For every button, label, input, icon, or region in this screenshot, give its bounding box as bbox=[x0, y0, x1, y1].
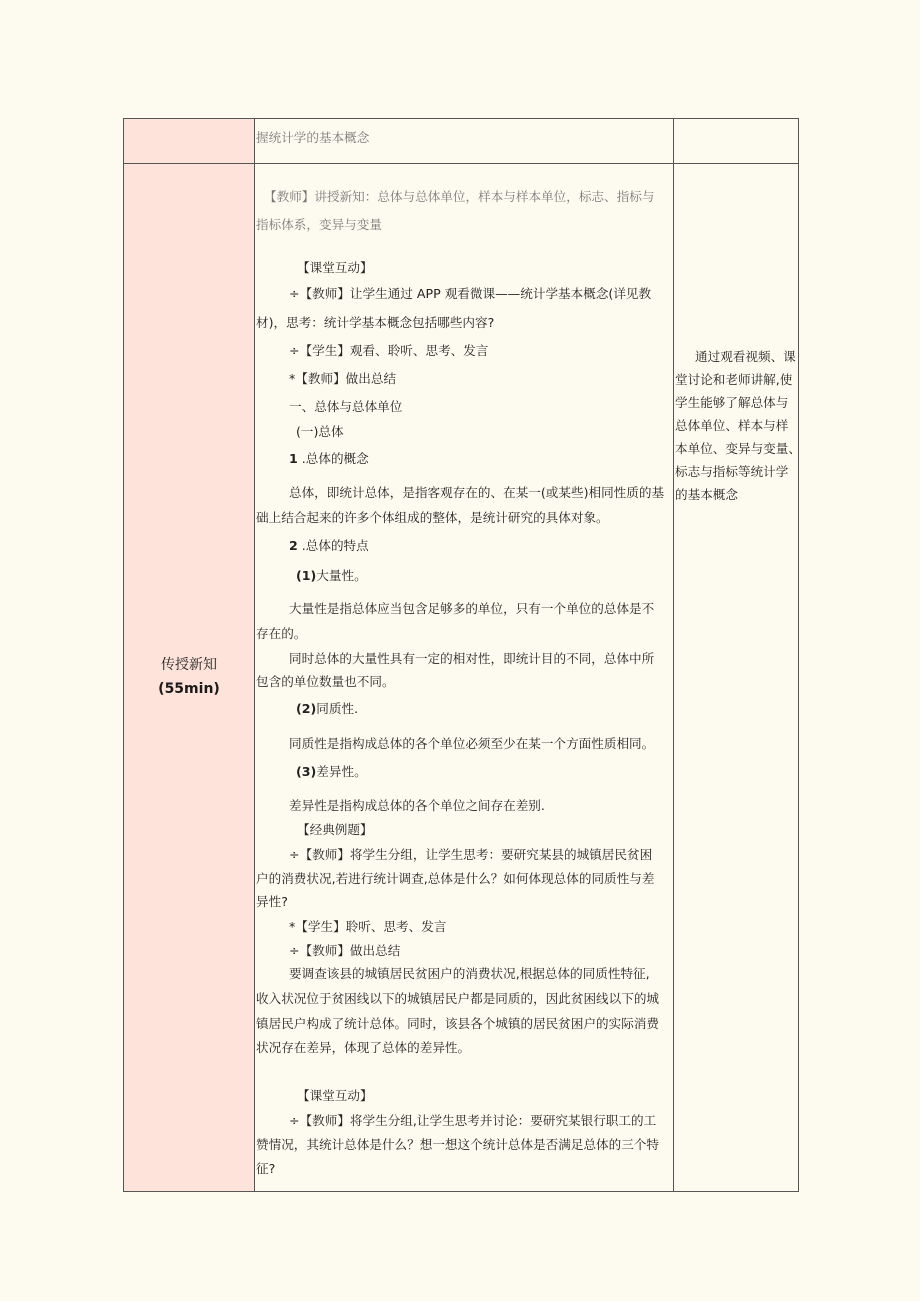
teacher-summary: ÷【教师】做出总结 bbox=[289, 943, 401, 958]
teacher-instruction: 户的消费状况,若进行统计调查,总体是什么？如何体现总体的同质性与差 bbox=[256, 871, 655, 886]
teacher-instruction: 材)，思考：统计学基本概念包括哪些内容? bbox=[256, 315, 495, 330]
intro-line: 指标体系，变异与变量 bbox=[256, 217, 382, 232]
teacher-instruction: ÷【教师】让学生通过 APP 观看微课——统计学基本概念(详见教 bbox=[289, 286, 652, 301]
item-number: 2 bbox=[289, 538, 298, 553]
feature-title: 大量性。 bbox=[316, 568, 367, 583]
feature-heading bbox=[296, 568, 367, 584]
stage-cell bbox=[124, 164, 254, 1191]
student-activity: ÷【学生】观看、聆听、思考、发言 bbox=[289, 343, 489, 358]
feature-description: 包含的单位数量也不同。 bbox=[256, 674, 395, 689]
feature-description: 同时总体的大量性具有一定的相对性，即统计目的不同，总体中所 bbox=[289, 651, 655, 666]
feature-number: (2) bbox=[296, 701, 317, 716]
feature-heading bbox=[296, 701, 358, 717]
stage-cell-top bbox=[124, 119, 254, 163]
item-heading bbox=[289, 538, 369, 554]
purpose-text: 的基本概念 bbox=[675, 487, 738, 502]
teacher-instruction: 异性? bbox=[256, 894, 288, 909]
stage-duration: (55min) bbox=[158, 681, 220, 697]
column-divider-2 bbox=[673, 119, 674, 1191]
stage-name: 传授新知 bbox=[161, 657, 217, 673]
subsection-heading: (一)总体 bbox=[296, 424, 344, 439]
teacher-instruction: ÷【教师】将学生分组,让学生思考并讨论：要研究某银行职工的工 bbox=[289, 1113, 657, 1128]
purpose-text: 通过观看视频、课 bbox=[695, 349, 796, 364]
intro-line: 【教师】讲授新知：总体与总体单位，样本与样本单位，标志、指标与 bbox=[264, 189, 655, 204]
feature-number: (1) bbox=[296, 568, 317, 583]
interaction-heading: 【课堂互动】 bbox=[297, 1088, 373, 1103]
feature-description: 大量性是指总体应当包含足够多的单位，只有一个单位的总体是不 bbox=[289, 601, 655, 616]
definition-text: 础上结合起来的许多个体组成的整体，是统计研究的具体对象。 bbox=[256, 510, 609, 525]
feature-description: 同质性是指构成总体的各个单位必须至少在某一个方面性质相同。 bbox=[289, 736, 655, 751]
teacher-instruction: 征? bbox=[256, 1161, 276, 1176]
item-title: .总体的概念 bbox=[297, 451, 369, 466]
item-number: 1 bbox=[289, 451, 298, 466]
example-heading: 【经典例题】 bbox=[297, 822, 373, 837]
row1-content: 握统计学的基本概念 bbox=[256, 130, 370, 145]
example-answer: 状况存在差异，体现了总体的差异性。 bbox=[256, 1040, 471, 1055]
purpose-text: 标志与指标等统计学 bbox=[675, 464, 789, 479]
section-heading: 一、总体与总体单位 bbox=[289, 399, 403, 414]
feature-number: (3) bbox=[296, 764, 317, 779]
example-answer: 镇居民户构成了统计总体。同时，该县各个城镇的居民贫困户的实际消费 bbox=[256, 1016, 659, 1031]
feature-title: 同质性. bbox=[316, 701, 359, 716]
lesson-plan-table bbox=[123, 118, 799, 1192]
column-divider-1 bbox=[254, 119, 255, 1191]
student-activity: *【学生】聆听、思考、发言 bbox=[289, 919, 447, 934]
teacher-instruction: 赞情况，其统计总体是什么？想一想这个统计总体是否满足总体的三个特 bbox=[256, 1137, 659, 1152]
feature-heading bbox=[296, 764, 367, 780]
teacher-instruction: ÷【教师】将学生分组，让学生思考：要研究某县的城镇居民贫困 bbox=[289, 847, 653, 862]
definition-text: 总体，即统计总体，是指客观存在的、在某一(或某些)相同性质的基 bbox=[289, 485, 665, 500]
stage-label bbox=[124, 654, 254, 700]
item-title: .总体的特点 bbox=[297, 538, 369, 553]
purpose-text: 本单位、变异与变量、 bbox=[675, 441, 801, 456]
example-answer: 收入状况位于贫困线以下的城镇居民户都是同质的，因此贫困线以下的城 bbox=[256, 991, 659, 1006]
purpose-text: 堂讨论和老师讲解,使 bbox=[675, 372, 793, 387]
teacher-summary: *【教师】做出总结 bbox=[289, 371, 397, 386]
interaction-heading: 【课堂互动】 bbox=[297, 260, 373, 275]
feature-description: 存在的。 bbox=[256, 626, 307, 641]
purpose-text: 总体单位、样本与样 bbox=[675, 418, 789, 433]
feature-description: 差异性是指构成总体的各个单位之间存在差别. bbox=[289, 798, 545, 813]
feature-title: 差异性。 bbox=[316, 764, 367, 779]
purpose-text: 学生能够了解总体与 bbox=[675, 395, 789, 410]
example-answer: 要调查该县的城镇居民贫困户的消费状况,根据总体的同质性特征, bbox=[289, 966, 650, 981]
item-heading bbox=[289, 451, 369, 467]
